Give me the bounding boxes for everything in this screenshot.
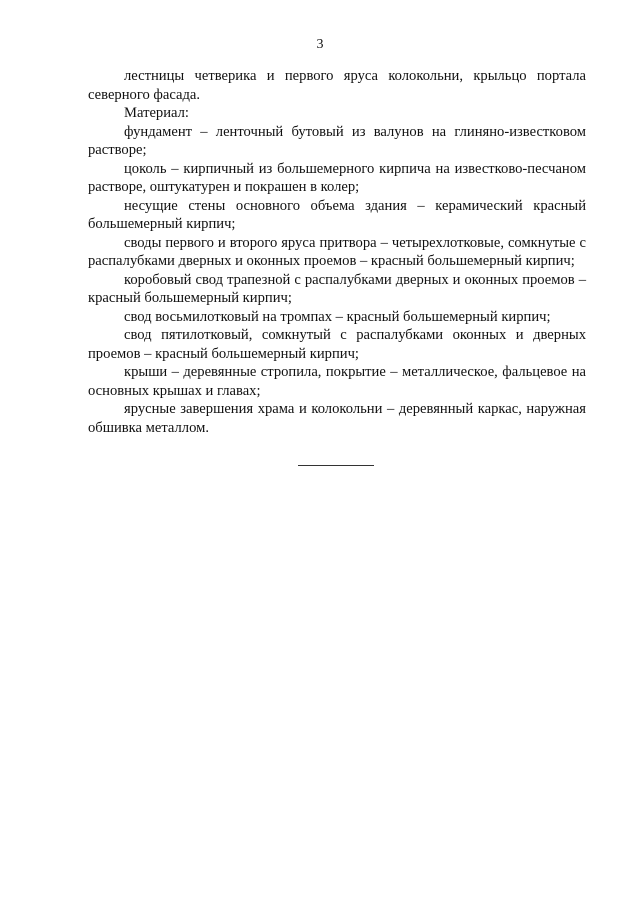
paragraph-narthex-vaults: своды первого и второго яруса притвора – четырехлотковые, сомкнутые с распалубками дверных и оконных проемов – красный большемерный кирпич; xyxy=(88,234,586,269)
paragraph-tier-tops: ярусные завершения храма и колокольни – деревянный каркас, наружная обшивка металлом. xyxy=(88,401,586,436)
paragraph-continuation: лестницы четверика и первого яруса колокольни, крыльцо портала северного фасада. xyxy=(88,68,586,103)
page-number: 3 xyxy=(316,37,324,52)
end-separator-line xyxy=(298,465,374,466)
paragraph-octagonal-vault: свод восьмилотковый на тромпах – красный большемерный кирпич; xyxy=(124,308,551,325)
paragraph-material-heading: Материал: xyxy=(124,105,189,121)
paragraph-plinth: цоколь – кирпичный из большемерного кирпича на известково-песчаном растворе, оштукатурен и покрашен в колер; xyxy=(88,160,586,195)
paragraph-load-bearing-walls: несущие стены основного объема здания – керамический красный большемерный кирпич; xyxy=(88,197,586,232)
paragraph-foundation: фундамент – ленточный бутовый из валунов на глиняно-известковом растворе; xyxy=(88,123,586,158)
document-body xyxy=(88,67,586,437)
paragraph-refectory-vault: коробовый свод трапезной с распалубками дверных и оконных проемов – красный большемерный кирпич; xyxy=(88,271,586,306)
paragraph-roofs: крыши – деревянные стропила, покрытие – металлическое, фальцевое на основных крышах и главах; xyxy=(88,364,586,399)
paragraph-pentagonal-vault: свод пятилотковый, сомкнутый с распалубками оконных и дверных проемов – красный большемерный кирпич; xyxy=(88,327,586,362)
